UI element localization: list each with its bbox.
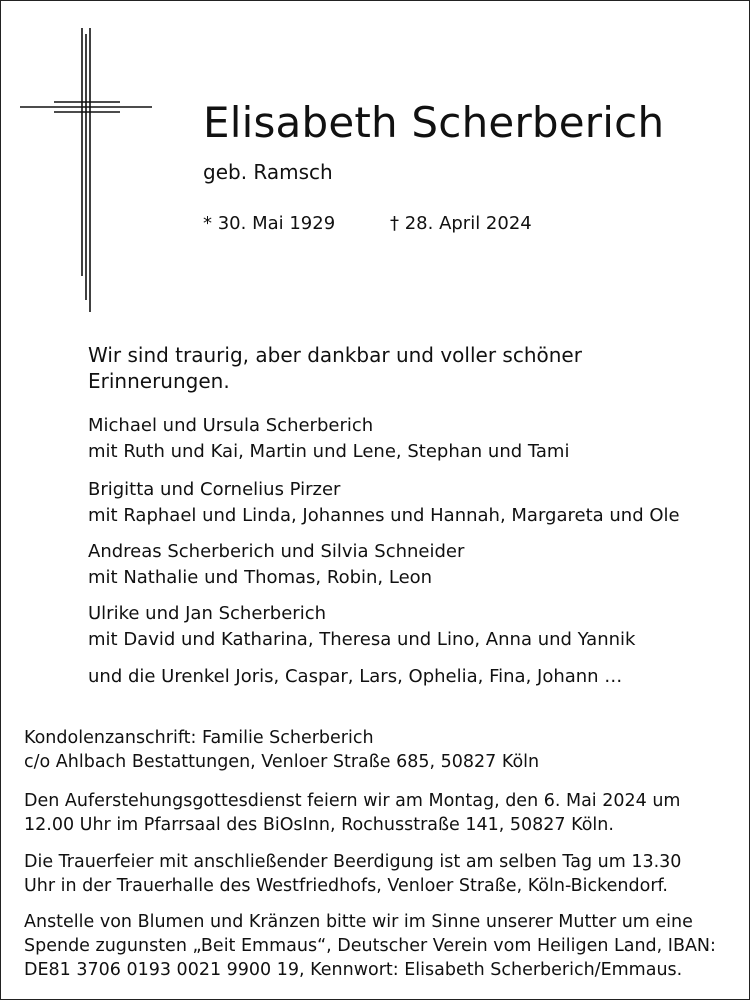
mourner-names: Andreas Scherberich und Silvia Schneider xyxy=(88,541,465,562)
service-line: 12.00 Uhr im Pfarrsaal des BiOsInn, Rochusstraße 141, 50827 Köln. xyxy=(24,815,614,835)
funeral-line: Uhr in der Trauerhalle des Westfriedhofs, Venloer Straße, Köln-Bickendorf. xyxy=(24,876,668,896)
motto xyxy=(88,342,708,394)
great-grandchildren: und die Urenkel Joris, Caspar, Lars, Ophelia, Fina, Johann … xyxy=(88,666,623,687)
funeral-notice xyxy=(24,850,740,898)
deceased-name: Elisabeth Scherberich xyxy=(203,98,665,147)
motto-line: Erinnerungen. xyxy=(88,369,230,393)
condolence-line: c/o Ahlbach Bestattungen, Venloer Straße 685, 50827 Köln xyxy=(24,752,540,772)
mourner-group xyxy=(88,601,635,653)
donation-line: DE81 3706 0193 0021 9900 19, Kennwort: Elisabeth Scherberich/Emmaus. xyxy=(24,960,683,980)
mourner-children: mit Ruth und Kai, Martin und Lene, Stephan und Tami xyxy=(88,441,570,462)
service-notice xyxy=(24,789,740,837)
mourner-names: Brigitta und Cornelius Pirzer xyxy=(88,479,341,500)
mourner-names: Ulrike und Jan Scherberich xyxy=(88,603,326,624)
mourner-group xyxy=(88,413,569,465)
birth-date: * 30. Mai 1929 xyxy=(203,213,336,234)
mourner-children: mit Nathalie und Thomas, Robin, Leon xyxy=(88,567,433,588)
donation-line: Anstelle von Blumen und Kränzen bitte wir im Sinne unserer Mutter um eine xyxy=(24,912,693,932)
maiden-name: geb. Ramsch xyxy=(203,160,333,184)
condolence-address xyxy=(24,726,740,774)
donation-notice xyxy=(24,910,740,982)
funeral-line: Die Trauerfeier mit anschließender Beerdigung ist am selben Tag um 13.30 xyxy=(24,852,682,872)
mourner-children: mit Raphael und Linda, Johannes und Hannah, Margareta und Ole xyxy=(88,505,680,526)
motto-line: Wir sind traurig, aber dankbar und voller schöner xyxy=(88,343,582,367)
mourner-group xyxy=(88,477,680,529)
mourner-names: Michael und Ursula Scherberich xyxy=(88,415,374,436)
donation-line: Spende zugunsten „Beit Emmaus“, Deutscher Verein vom Heiligen Land, IBAN: xyxy=(24,936,716,956)
life-dates xyxy=(203,213,532,234)
mourner-children: mit David und Katharina, Theresa und Lino, Anna und Yannik xyxy=(88,629,636,650)
condolence-line: Kondolenzanschrift: Familie Scherberich xyxy=(24,728,374,748)
death-date: † 28. April 2024 xyxy=(390,213,532,234)
mourner-group xyxy=(88,539,464,591)
service-line: Den Auferstehungsgottesdienst feiern wir am Montag, den 6. Mai 2024 um xyxy=(24,791,681,811)
cross-icon xyxy=(20,28,152,312)
